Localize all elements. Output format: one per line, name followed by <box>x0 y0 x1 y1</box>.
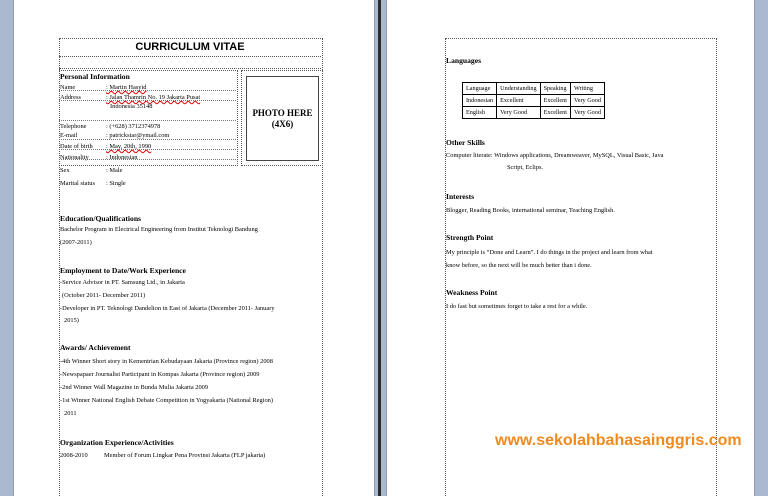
field-value-address-2: Indonesia 35148 <box>110 103 153 110</box>
other-skills-line: Computer literate: Windows applications, Dreamweaver, MySQL, Visual Basic, Java <box>446 152 664 159</box>
employment-heading: Employment to Date/Work Experience <box>60 266 186 275</box>
employment-line: 2015) <box>64 317 79 324</box>
organization-text: Member of Forum Lingkar Pena Provinsi Jakarta (FLP jakarta) <box>104 452 266 459</box>
document-page-1[interactable] <box>14 0 374 496</box>
weakness-text: I do fast but sometimes forget to take a rest for a while. <box>446 303 588 310</box>
other-skills-heading: Other Skills <box>446 138 485 147</box>
table-header-row <box>463 83 605 95</box>
photo-placeholder-box <box>241 70 323 166</box>
document-page-2[interactable] <box>387 0 754 496</box>
organization-heading: Organization Experience/Activities <box>60 438 174 447</box>
table-header-cell: Speaking <box>540 83 570 95</box>
award-line: -Newspapaer Journalist Participant in Kompas Jakarta (Province region) 2009 <box>60 371 260 378</box>
field-label-dob: Date of birth <box>60 143 93 150</box>
pi-row-divider <box>59 111 236 121</box>
strength-line: My principle is “Done and Learn”. I do things in the project and learn from what <box>446 249 653 256</box>
employment-line: (October 2011- December 2011) <box>62 292 146 299</box>
pi-row-divider <box>59 81 236 91</box>
photo-label: PHOTO HERE <box>252 107 313 118</box>
field-label-email: E-mail <box>60 132 78 139</box>
award-line: -1st Winner National English Debate Competition in Yogyakarta (National Region) <box>60 397 273 404</box>
education-line: Bachelor Program in Electrical Engineering from Institut Teknologi Bandung <box>60 226 258 233</box>
award-line: -2nd Winner Wall Magazine in Bunda Mulia Jakarta 2009 <box>60 384 209 391</box>
employment-line: -Developer in PT. Teknologi Dandelion in East of Jakarta (December 2011- January <box>60 305 275 312</box>
website-watermark: www.sekolahbahasainggris.com <box>495 432 742 449</box>
strength-heading: Strength Point <box>446 233 494 242</box>
table-header-cell: Understanding <box>497 83 540 95</box>
personal-info-heading: Personal Information <box>60 72 130 81</box>
languages-heading: Languages <box>446 56 482 65</box>
awards-heading: Awards/ Achievement <box>60 343 131 352</box>
strength-line: know before, so the next will be much better than i done. <box>446 262 592 269</box>
table-cell: Very Good <box>570 107 604 119</box>
education-heading: Education/Qualifications <box>60 214 142 223</box>
table-header-cell: Writing <box>570 83 604 95</box>
languages-table <box>462 82 605 119</box>
organization-years: 2008-2010 <box>60 452 88 459</box>
page-divider <box>378 0 381 496</box>
field-value-nationality: : Indonesian <box>106 154 138 161</box>
cv-title: CURRICULUM VITAE <box>59 38 321 57</box>
table-row <box>463 95 605 107</box>
field-label-name: Name <box>60 84 76 91</box>
field-value-name: : Martin Hasyid <box>106 84 147 91</box>
table-cell: English <box>463 107 497 119</box>
table-cell: Excellent <box>497 95 540 107</box>
award-line: 2011 <box>64 410 77 417</box>
field-value-sex: : Male <box>106 167 123 174</box>
interests-text: Blogger, Reading Books, international seminar, Teaching English. <box>446 207 615 214</box>
field-label-address: Address <box>60 94 81 101</box>
award-line: -4th Winner Short story in Kementrian Kebudayaan Jakarta (Province region) 2008 <box>60 358 273 365</box>
field-label-sex: Sex <box>60 167 70 174</box>
table-cell: Very Good <box>497 107 540 119</box>
field-value-marital: : Single <box>106 180 126 187</box>
education-years: (2007-2011) <box>60 239 92 246</box>
table-row <box>463 107 605 119</box>
table-cell: Excellent <box>540 95 570 107</box>
weakness-heading: Weakness Point <box>446 288 498 297</box>
photo-placeholder[interactable] <box>246 76 319 161</box>
title-spacer-row <box>59 57 321 69</box>
table-cell: Excellent <box>540 107 570 119</box>
field-value-email: : patrickstar@ymail.com <box>106 132 170 139</box>
field-value-dob: : May, 20th, 1990 <box>106 143 152 150</box>
table-cell: Very Good <box>570 95 604 107</box>
field-label-marital: Marital status <box>60 180 95 187</box>
field-label-telephone: Telephone <box>60 123 87 130</box>
field-value-telephone: : (+628) 3712374978 <box>106 123 161 130</box>
photo-size: (4X6) <box>271 118 294 129</box>
table-header-cell: Language <box>463 83 497 95</box>
field-label-nationality: Nationality <box>60 154 89 161</box>
table-cell: Indonesian <box>463 95 497 107</box>
interests-heading: Interests <box>446 192 475 201</box>
other-skills-line: Script, Eclips. <box>507 164 544 171</box>
employment-line: -Service Advisor in PT. Samsung Ltd., in Jakarta <box>60 279 185 286</box>
field-value-address: : Jalan Thamrin No. 19 Jakarta Pusat <box>106 94 201 101</box>
